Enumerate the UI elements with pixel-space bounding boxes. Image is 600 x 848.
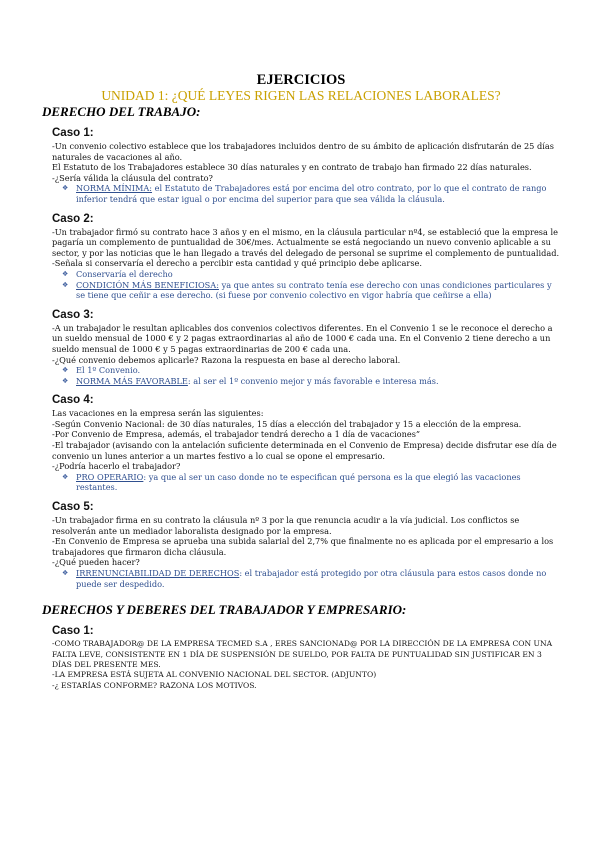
answer-principle-term: NORMA MÍNIMA: bbox=[76, 183, 153, 194]
case-text-line: -COMO TRABAJADOR@ DE LA EMPRESA TECMED S.A , ERES SANCIONAD@ POR LA DIRECCIÓN DE LA EMPRESA CON UNA FALTA LEVE, CONSISTENTE EN 1 DÍA DE SUSPENSIÓN DE SUELDO, POR FALTA DE PUNTUALIDAD SIN JUSTIFICAR EN 3 DÍAS DEL PRESENTE MES. bbox=[52, 639, 553, 669]
case-text-line: -Señala si conservaría el derecho a percibir esta cantidad y qué principio debe aplicarse. bbox=[52, 258, 422, 269]
answer-text: : ya que al ser un caso donde no te especifican qué persona es la que elegió las vacaciones restantes. bbox=[76, 471, 521, 493]
unit-heading: UNIDAD 1: ¿QUÉ LEYES RIGEN LAS RELACIONES LABORALES? bbox=[101, 88, 501, 103]
case-block bbox=[52, 213, 560, 301]
answer-list bbox=[52, 365, 560, 386]
diamond-bullet-icon: ❖ bbox=[62, 184, 69, 193]
section-heading: DERECHOS Y DEBERES DEL TRABAJADOR Y EMPRESARIO: bbox=[42, 602, 407, 618]
answer-text: : el trabajador está protegido por otra cláusula para estos casos donde no puede ser despedido. bbox=[76, 568, 547, 589]
diamond-bullet-icon: ❖ bbox=[62, 280, 69, 289]
case-label: Caso 5: bbox=[52, 501, 94, 514]
case-text-line: -¿Qué convenio debemos aplicarle? Razona la respuesta en base al derecho laboral. bbox=[52, 354, 401, 365]
case-text-line: El Estatuto de los Trabajadores establece 30 días naturales y en contrato de trabajo han firmado 22 días naturales. bbox=[52, 162, 532, 173]
case-text-line: -Por Convenio de Empresa, además, el trabajador tendrá derecho a 1 día de vacaciones” bbox=[52, 429, 421, 440]
answer-item bbox=[62, 365, 560, 376]
answer-principle-term: CONDICIÓN MÁS BENEFICIOSA: bbox=[76, 279, 219, 290]
case-text-line: -Según Convenio Nacional: de 30 días naturales, 15 días a elección del trabajador y 15 a elección de la empresa. bbox=[52, 418, 522, 429]
answer-item bbox=[62, 568, 560, 589]
case-label: Caso 4: bbox=[52, 394, 94, 407]
case-text-line: -El trabajador (avisando con la antelación suficiente determinada en el Convenio de Empresa) decide disfrutar ese día de convenio un lunes anterior a un martes festivo a lo cual se opone el empresario. bbox=[52, 440, 557, 461]
case-block bbox=[52, 127, 560, 205]
case-text-line: -¿Podría hacerlo el trabajador? bbox=[52, 461, 181, 472]
answer-item bbox=[62, 376, 560, 387]
case-text-line: -Un trabajador firmó su contrato hace 3 años y en el mismo, en la cláusula particular nº4, se estableció que la empresa le pagaría un complemento de puntualidad de 30€/mes. Actualmente se está negociando un nuevo convenio aplicable a su sector, y por las noticias que le han llegado a través del delegado de personal se suprime el complemento de puntualidad. bbox=[52, 226, 560, 258]
answer-text: ya que antes su contrato tenía ese derecho con unas condiciones particulares y se tiene que ceñir a ese derecho. (si fuese por convenio colectivo en vigor habría que ceñirse a ella) bbox=[76, 279, 552, 301]
answer-principle-term: IRRENUNCIABILIDAD DE DERECHOS bbox=[76, 568, 240, 578]
diamond-bullet-icon: ❖ bbox=[62, 269, 69, 278]
answer-list bbox=[52, 269, 560, 301]
case-text-line: -LA EMPRESA ESTÁ SUJETA AL CONVENIO NACIONAL DEL SECTOR. (ADJUNTO) bbox=[52, 670, 377, 680]
case-label: Caso 1: bbox=[52, 127, 94, 139]
case-label: Caso 1: bbox=[52, 625, 94, 638]
case-text-line: -¿Sería válida la cláusula del contrato? bbox=[52, 172, 213, 183]
case-text-line: -¿ ESTARÍAS CONFORME? RAZONA LOS MOTIVOS. bbox=[52, 680, 257, 690]
answer-item bbox=[62, 472, 560, 493]
sections-container bbox=[42, 105, 560, 691]
case-block bbox=[52, 625, 560, 691]
diamond-bullet-icon: ❖ bbox=[62, 569, 69, 577]
diamond-bullet-icon: ❖ bbox=[62, 366, 69, 375]
answer-text: : al ser el 1º convenio mejor y más favorable e interesa más. bbox=[187, 375, 439, 386]
answer-item bbox=[62, 269, 560, 280]
case-label: Caso 3: bbox=[52, 308, 94, 321]
answer-list bbox=[52, 472, 560, 493]
answer-item bbox=[62, 183, 560, 204]
diamond-bullet-icon: ❖ bbox=[62, 376, 69, 385]
section-heading: DERECHO DEL TRABAJO: bbox=[42, 104, 201, 119]
answer-list bbox=[52, 183, 560, 204]
answer-item bbox=[62, 280, 560, 301]
case-text-line: -Un trabajador firma en su contrato la cláusula nº 3 por la que renuncia acudir a la vía judicial. Los conflictos se resolverán ante un mediador laboralista designado por la empresa. bbox=[52, 515, 520, 536]
case-block bbox=[52, 309, 560, 387]
answer-list bbox=[52, 568, 560, 589]
answer-principle-term: PRO OPERARIO bbox=[76, 471, 144, 482]
case-text-line: Las vacaciones en la empresa serán las siguientes: bbox=[52, 408, 264, 419]
case-block bbox=[52, 501, 560, 589]
case-text-line: -¿Qué pueden hacer? bbox=[52, 557, 140, 568]
answer-text: El 1º Convenio. bbox=[76, 365, 141, 376]
answer-text: el Estatuto de Trabajadores está por encima del otro contrato, por lo que el contrato de rango inferior tendrá que estar igual o por encima del superior para que sea válida la cláusula. bbox=[76, 183, 547, 204]
page-title: EJERCICIOS bbox=[256, 72, 346, 88]
case-label: Caso 2: bbox=[52, 212, 94, 225]
diamond-bullet-icon: ❖ bbox=[62, 472, 69, 481]
case-text-line: -A un trabajador le resultan aplicables dos convenios colectivos diferentes. En el Convenio 1 se le reconoce el derecho a un sueldo mensual de 1000 € y 2 pagas extraordinarias al año de 1000 € cada una. En el Convenio 2 tiene derecho a un sueldo mensual de 1000 € y 5 pagas extraordinarias de 200 € cada una. bbox=[52, 322, 553, 354]
case-block bbox=[52, 394, 560, 493]
case-text-line: -Un convenio colectivo establece que los trabajadores incluidos dentro de su ámbito de aplicación disfrutarán de 25 días naturales de vacaciones al año. bbox=[52, 141, 554, 162]
case-text-line: -En Convenio de Empresa se aprueba una subida salarial del 2,7% que finalmente no es aplicada por el empresario a los trabajadores que firmaron dicha cláusula. bbox=[52, 536, 554, 557]
answer-principle-term: NORMA MÁS FAVORABLE bbox=[76, 375, 188, 386]
answer-text: Conservaría el derecho bbox=[76, 268, 173, 279]
